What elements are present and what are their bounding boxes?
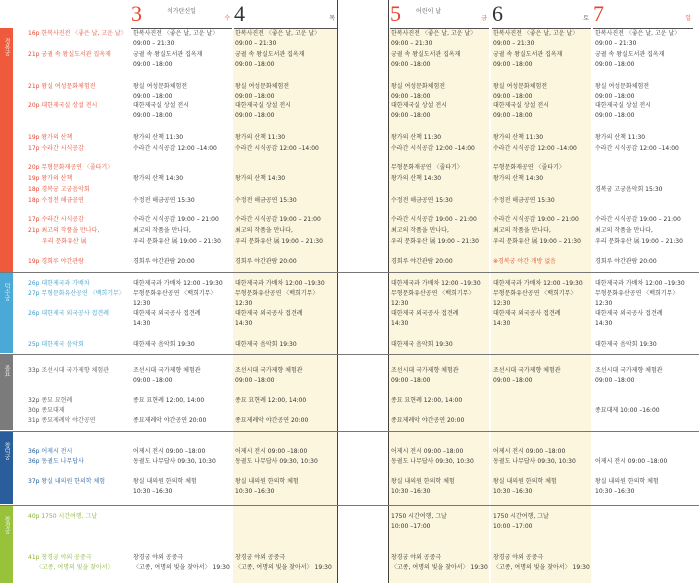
event-item: 1750 시간여행, 그날 <box>493 513 549 520</box>
event-item: 우리 문화유산 展 19:00 – 21:30 <box>235 238 323 245</box>
event-item: 대한제국실 상설 전시 <box>595 102 651 109</box>
event-item: 한복사진전 〈좋은 날, 고운 날〉 <box>235 30 321 37</box>
event-item: 우리 문화유산 展 19:00 – 21:30 <box>391 238 479 245</box>
day-number: 3 <box>131 1 142 26</box>
event-time: 09:00 – 21:30 <box>235 40 277 47</box>
event-time: 09:00 –18:00 <box>493 377 533 384</box>
event-time: 09:00 –18:00 <box>235 112 275 119</box>
event-time: 09:00 – 21:30 <box>493 40 535 47</box>
event-item: 수라간 시식공감 12:00 –14:00 <box>493 145 577 152</box>
program-label: 17p 수라간 시식공감 <box>28 145 84 152</box>
event-item: 경회루 야간관람 20:00 <box>595 258 657 265</box>
day-of-week: 토 <box>583 15 589 22</box>
event-item: 왕실 여성문화체험전 <box>391 83 446 90</box>
event-time: 09:00 –18:00 <box>595 93 635 100</box>
event-item: 왕가의 산책 11:30 <box>595 134 646 141</box>
event-item: 동궐도 나무답사 09:30, 10:30 <box>391 458 474 465</box>
column-gap-left <box>337 0 338 583</box>
event-item: 수라간 시식공감 19:00 – 21:00 <box>391 216 477 223</box>
event-item: 조선시대 국가제향 체험관 <box>391 367 459 374</box>
event-time: 12:30 <box>133 300 151 307</box>
event-item: 창경궁 야외 공중극 <box>391 554 442 561</box>
event-item: 수라간 시식공감 12:00 –14:00 <box>235 145 319 152</box>
event-time: 10:30 –16:30 <box>391 488 431 495</box>
event-item: 경복궁 고궁음악회 15:30 <box>595 186 663 193</box>
event-item: 궁궐 속 왕실도서관 집옥재 <box>595 51 665 58</box>
day-of-week: 금 <box>481 15 487 22</box>
event-time: 09:00 – 21:30 <box>595 40 637 47</box>
event-item: 왕실 내의원 한의학 체험 <box>133 478 197 485</box>
event-item: 어제시 전시 09:00 –18:00 <box>133 448 206 455</box>
day-number: 5 <box>390 1 401 26</box>
section-divider <box>0 272 699 273</box>
event-time: 09:00 –18:00 <box>391 61 431 68</box>
day-number: 6 <box>492 1 503 26</box>
event-item: 왕실 여성문화체험전 <box>235 83 290 90</box>
program-label: 19p 왕가의 산책 <box>28 134 73 141</box>
event-item: 종묘제례악 야간공연 20:00 <box>391 417 465 424</box>
event-time: 09:00 –18:00 <box>235 377 275 384</box>
event-time: 09:00 –18:00 <box>493 112 533 119</box>
section-changgyeong: 창경궁 <box>0 506 13 583</box>
day-of-week: 일 <box>685 15 691 22</box>
event-item: 경회루 야간관람 20:00 <box>235 258 297 265</box>
event-item: 무형문화재공연 〈줄타기〉 <box>493 164 565 171</box>
event-item: 동궐도 나무답사 09:30, 10:30 <box>133 458 216 465</box>
program-label: 21p 최고의 작품을 만나다, <box>28 227 100 234</box>
event-item: 최고의 작품을 만나다, <box>493 227 551 234</box>
event-item: 왕가의 산책 14:30 <box>235 175 286 182</box>
event-time: 09:00 – 21:30 <box>133 40 175 47</box>
event-time: 10:00 –17:00 <box>493 523 533 530</box>
event-item: 무형문화재공연 〈줄타기〉 <box>391 164 463 171</box>
event-item: 왕가의 산책 14:30 <box>391 175 442 182</box>
program-label: 18p 수정전 해금공연 <box>28 197 84 204</box>
event-item: 왕가의 산책 11:30 <box>133 134 184 141</box>
event-item: 수라간 시식공감 19:00 – 21:00 <box>235 216 321 223</box>
section-divider <box>0 431 699 432</box>
event-item: 궁궐 속 왕실도서관 집옥재 <box>391 51 461 58</box>
event-item: 대한제국실 상설 전시 <box>235 102 291 109</box>
closure-note: ※경복궁 야간 개방 없음 <box>493 258 556 265</box>
event-item: 대한제국과 가배차 12:00 –19:30 <box>133 280 223 287</box>
event-time: 10:30 –16:30 <box>235 488 275 495</box>
event-item: 무형문화유산공연 〈백희기무〉 <box>235 290 319 297</box>
event-item: 어제시 전시 09:00 –18:00 <box>595 458 668 465</box>
event-item: 왕실 내의원 한의학 체험 <box>235 478 299 485</box>
day-of-week: 수 <box>224 15 230 22</box>
column-gap-right <box>388 0 389 583</box>
event-item: 궁궐 속 왕실도서관 집옥재 <box>493 51 563 58</box>
section-deoksu: 덕수궁 <box>0 273 13 353</box>
program-label: 19p 경회루 야간관람 <box>28 258 84 265</box>
event-item: 한복사진전 〈좋은 날, 고운 날〉 <box>391 30 477 37</box>
program-label: 25p 대한제국 음악회 <box>28 341 84 348</box>
event-item: 경회루 야간관람 20:00 <box>133 258 195 265</box>
day-of-week: 목 <box>329 15 335 22</box>
event-item: 대한제국과 가배차 12:00 –19:30 <box>595 280 685 287</box>
event-item: 대한제국과 가배차 12:00 –19:30 <box>493 280 583 287</box>
holiday-note: 어린이 날 <box>416 8 442 15</box>
event-time: 12:30 <box>235 300 253 307</box>
section-jongmyo: 종묘 <box>0 355 13 430</box>
event-item: 왕가의 산책 11:30 <box>493 134 544 141</box>
event-item: 왕실 내의원 한의학 체험 <box>493 478 557 485</box>
event-item: 수정전 해금공연 15:30 <box>391 197 453 204</box>
event-item: 최고의 작품을 만나다, <box>391 227 449 234</box>
event-item: 우리 문화유산 展 19:00 – 21:30 <box>595 238 683 245</box>
event-item: 종묘대제 10:00 –16:00 <box>595 407 660 414</box>
event-item: 왕실 내의원 한의학 체험 <box>595 478 659 485</box>
event-time: 09:00 –18:00 <box>493 93 533 100</box>
event-item: 어제시 전시 09:00 –18:00 <box>493 448 566 455</box>
event-time: 12:30 <box>493 300 511 307</box>
event-item: 종묘 묘현례 12:00, 14:00 <box>133 397 205 404</box>
program-label: 33p 조선시대 국가제향 체험관 <box>28 367 109 374</box>
section-gyeongbok: 경복궁 <box>0 28 13 272</box>
event-item: 왕실 내의원 한의학 체험 <box>391 478 455 485</box>
event-time: 09:00 –18:00 <box>391 377 431 384</box>
event-item: 왕가의 산책 14:30 <box>133 175 184 182</box>
program-label: 20p 대한제국실 상설 전시 <box>28 102 98 109</box>
event-time: 09:00 –18:00 <box>133 377 173 384</box>
program-label: 27p 무형문화유산공연 〈백희기무〉 <box>28 290 125 297</box>
event-time: 14:30 <box>235 320 253 327</box>
day-header-4 <box>234 0 337 29</box>
event-item: 〈고종, 여명의 빛을 찾아서〉 19:30 <box>133 564 230 571</box>
event-time: 09:00 –18:00 <box>133 61 173 68</box>
program-label: 31p 종묘제례악 야간공연 <box>28 417 96 424</box>
event-item: 〈고종, 여명의 빛을 찾아서〉 19:30 <box>235 564 332 571</box>
event-item: 대한제국 외국공사 접견례 <box>493 310 561 317</box>
event-item: 수정전 해금공연 15:30 <box>493 197 555 204</box>
event-item: 무형문화유산공연 〈백희기무〉 <box>133 290 217 297</box>
program-label: 17p 수라간 시식공감 <box>28 216 84 223</box>
event-time: 14:30 <box>133 320 151 327</box>
event-item: 한복사진전 〈좋은 날, 고운 날〉 <box>493 30 579 37</box>
event-time: 09:00 –18:00 <box>595 377 635 384</box>
program-label: 16p 한복사진전 〈좋은 날, 고운 날〉 <box>28 30 127 37</box>
program-label: 〈고종, 여명의 빛을 찾아서〉 <box>36 564 114 571</box>
event-time: 09:00 –18:00 <box>595 112 635 119</box>
event-item: 무형문화유산공연 〈백희기무〉 <box>391 290 475 297</box>
event-item: 〈고종, 여명의 빛을 찾아서〉 19:30 <box>391 564 488 571</box>
event-time: 09:00 –18:00 <box>235 93 275 100</box>
event-item: 수라간 시식공감 19:00 – 21:00 <box>493 216 579 223</box>
event-time: 09:00 –18:00 <box>133 112 173 119</box>
event-item: 수라간 시식공감 19:00 – 21:00 <box>133 216 219 223</box>
event-item: 대한제국 음악회 19:30 <box>133 341 195 348</box>
program-label: 20p 무형문화재공연 〈줄타기〉 <box>28 164 114 171</box>
event-item: 대한제국실 상설 전시 <box>493 102 549 109</box>
event-item: 어제시 전시 09:00 –18:00 <box>391 448 464 455</box>
event-item: 창경궁 야외 공중극 <box>133 554 184 561</box>
day-header-5 <box>390 0 489 29</box>
event-item: 왕실 여성문화체험전 <box>595 83 650 90</box>
event-item: 〈고종, 여명의 빛을 찾아서〉 19:30 <box>493 564 590 571</box>
day-header-3 <box>131 0 232 29</box>
day-header-6 <box>492 0 591 29</box>
event-item: 동궐도 나무답사 09:30, 10:30 <box>235 458 318 465</box>
event-item: 어제시 전시 09:00 –18:00 <box>235 448 308 455</box>
program-label: 40p 1750 시간여행, 그날 <box>28 513 98 520</box>
event-item: 무형문화유산공연 〈백희기무〉 <box>595 290 679 297</box>
event-item: 최고의 작품을 만나다, <box>235 227 293 234</box>
event-item: 조선시대 국가제향 체험관 <box>493 367 561 374</box>
event-time: 10:30 –16:30 <box>133 488 173 495</box>
holiday-note: 석가탄신일 <box>167 8 196 15</box>
event-time: 14:30 <box>595 320 613 327</box>
event-item: 대한제국 외국공사 접견례 <box>391 310 459 317</box>
event-time: 09:00 –18:00 <box>133 93 173 100</box>
event-item: 수정전 해금공연 15:30 <box>133 197 195 204</box>
event-time: 12:30 <box>391 300 409 307</box>
program-label: 36p 어제시 전시 <box>28 448 73 455</box>
event-time: 10:30 –16:30 <box>493 488 533 495</box>
event-time: 09:00 –18:00 <box>391 93 431 100</box>
program-label: 36p 동궐도 나무답사 <box>28 458 84 465</box>
event-item: 왕가의 산책 14:30 <box>493 175 544 182</box>
event-time: 14:30 <box>391 320 409 327</box>
program-label: 21p 왕실 여성문화체험전 <box>28 83 96 90</box>
event-item: 수라간 시식공감 12:00 –14:00 <box>133 145 217 152</box>
event-item: 동궐도 나무답사 09:30, 10:30 <box>493 458 576 465</box>
event-item: 궁궐 속 왕실도서관 집옥재 <box>133 51 203 58</box>
event-item: 우리 문화유산 展 19:00 – 21:30 <box>493 238 581 245</box>
event-item: 종묘 묘현례 12:00, 14:00 <box>235 397 307 404</box>
program-label: 26p 대한제국 외국공사 접견례 <box>28 310 109 317</box>
event-item: 수정전 해금공연 15:30 <box>235 197 297 204</box>
event-item: 최고의 작품을 만나다, <box>595 227 653 234</box>
event-item: 종묘제례악 야간공연 20:00 <box>133 417 207 424</box>
event-time: 09:00 –18:00 <box>595 61 635 68</box>
event-item: 왕가의 산책 11:30 <box>235 134 286 141</box>
event-item: 대한제국실 상설 전시 <box>391 102 447 109</box>
section-divider <box>0 505 699 506</box>
event-time: 12:30 <box>595 300 613 307</box>
event-time: 14:30 <box>493 320 511 327</box>
event-item: 종묘 묘현례 12:00, 14:00 <box>391 397 463 404</box>
day-number: 7 <box>593 1 604 26</box>
event-item: 수라간 시식공감 12:00 –14:00 <box>391 145 475 152</box>
event-item: 한복사진전 〈좋은 날, 고운 날〉 <box>133 30 219 37</box>
section-changdeok: 창덕궁 <box>0 432 13 504</box>
program-label: 41p 창경궁 야외 공중극 <box>28 554 92 561</box>
event-item: 수라간 시식공감 19:00 – 21:00 <box>595 216 681 223</box>
event-item: 대한제국 외국공사 접견례 <box>235 310 303 317</box>
event-time: 10:00 –17:00 <box>391 523 431 530</box>
event-item: 조선시대 국가제향 체험관 <box>235 367 303 374</box>
event-item: 대한제국과 가배차 12:00 –19:30 <box>235 280 325 287</box>
day-number: 4 <box>234 1 245 26</box>
event-time: 09:00 –18:00 <box>391 112 431 119</box>
event-item: 왕가의 산책 11:30 <box>391 134 442 141</box>
event-item: 무형문화유산공연 〈백희기무〉 <box>493 290 577 297</box>
event-item: 종묘제례악 야간공연 20:00 <box>235 417 309 424</box>
event-time: 09:00 –18:00 <box>235 61 275 68</box>
program-label: 19p 왕가의 산책 <box>28 175 73 182</box>
event-item: 대한제국 음악회 19:30 <box>235 341 297 348</box>
event-item: 창경궁 야외 공중극 <box>235 554 286 561</box>
event-item: 우리 문화유산 展 19:00 – 21:30 <box>133 238 221 245</box>
event-time: 10:30 –16:30 <box>595 488 635 495</box>
program-label: 32p 종묘 묘현례 <box>28 397 73 404</box>
event-item: 대한제국과 가배차 12:00 –19:30 <box>391 280 481 287</box>
event-item: 1750 시간여행, 그날 <box>391 513 447 520</box>
event-time: 09:00 –18:00 <box>493 61 533 68</box>
event-item: 한복사진전 〈좋은 날, 고운 날〉 <box>595 30 681 37</box>
event-item: 궁궐 속 왕실도서관 집옥재 <box>235 51 305 58</box>
event-item: 경회루 야간관람 20:00 <box>391 258 453 265</box>
event-item: 대한제국 외국공사 접견례 <box>133 310 201 317</box>
event-item: 대한제국실 상설 전시 <box>133 102 189 109</box>
event-item: 수라간 시식공감 12:00 –14:00 <box>595 145 679 152</box>
event-item: 조선시대 국가제향 체험관 <box>133 367 201 374</box>
program-label: 우리 문화유산 展 <box>42 238 87 245</box>
program-label: 21p 궁궐 속 왕실도서관 집옥재 <box>28 51 111 58</box>
section-divider <box>0 354 699 355</box>
event-item: 왕실 여성문화체험전 <box>133 83 188 90</box>
event-item: 최고의 작품을 만나다, <box>133 227 191 234</box>
event-item: 대한제국 음악회 19:30 <box>595 341 657 348</box>
event-time: 09:00 – 21:30 <box>391 40 433 47</box>
program-label: 37p 왕실 내의원 한의학 체험 <box>28 478 106 485</box>
event-item: 창경궁 야외 공중극 <box>493 554 544 561</box>
event-item: 대한제국 음악회 19:30 <box>391 341 453 348</box>
program-label: 26p 대한제국과 가배차 <box>28 280 90 287</box>
day-header-7 <box>593 0 693 29</box>
event-item: 왕실 여성문화체험전 <box>493 83 548 90</box>
program-label: 18p 경복궁 고궁음악회 <box>28 186 90 193</box>
event-item: 대한제국 외국공사 접견례 <box>595 310 663 317</box>
event-item: 조선시대 국가제향 체험관 <box>595 367 663 374</box>
program-label: 30p 종묘대제 <box>28 407 65 414</box>
